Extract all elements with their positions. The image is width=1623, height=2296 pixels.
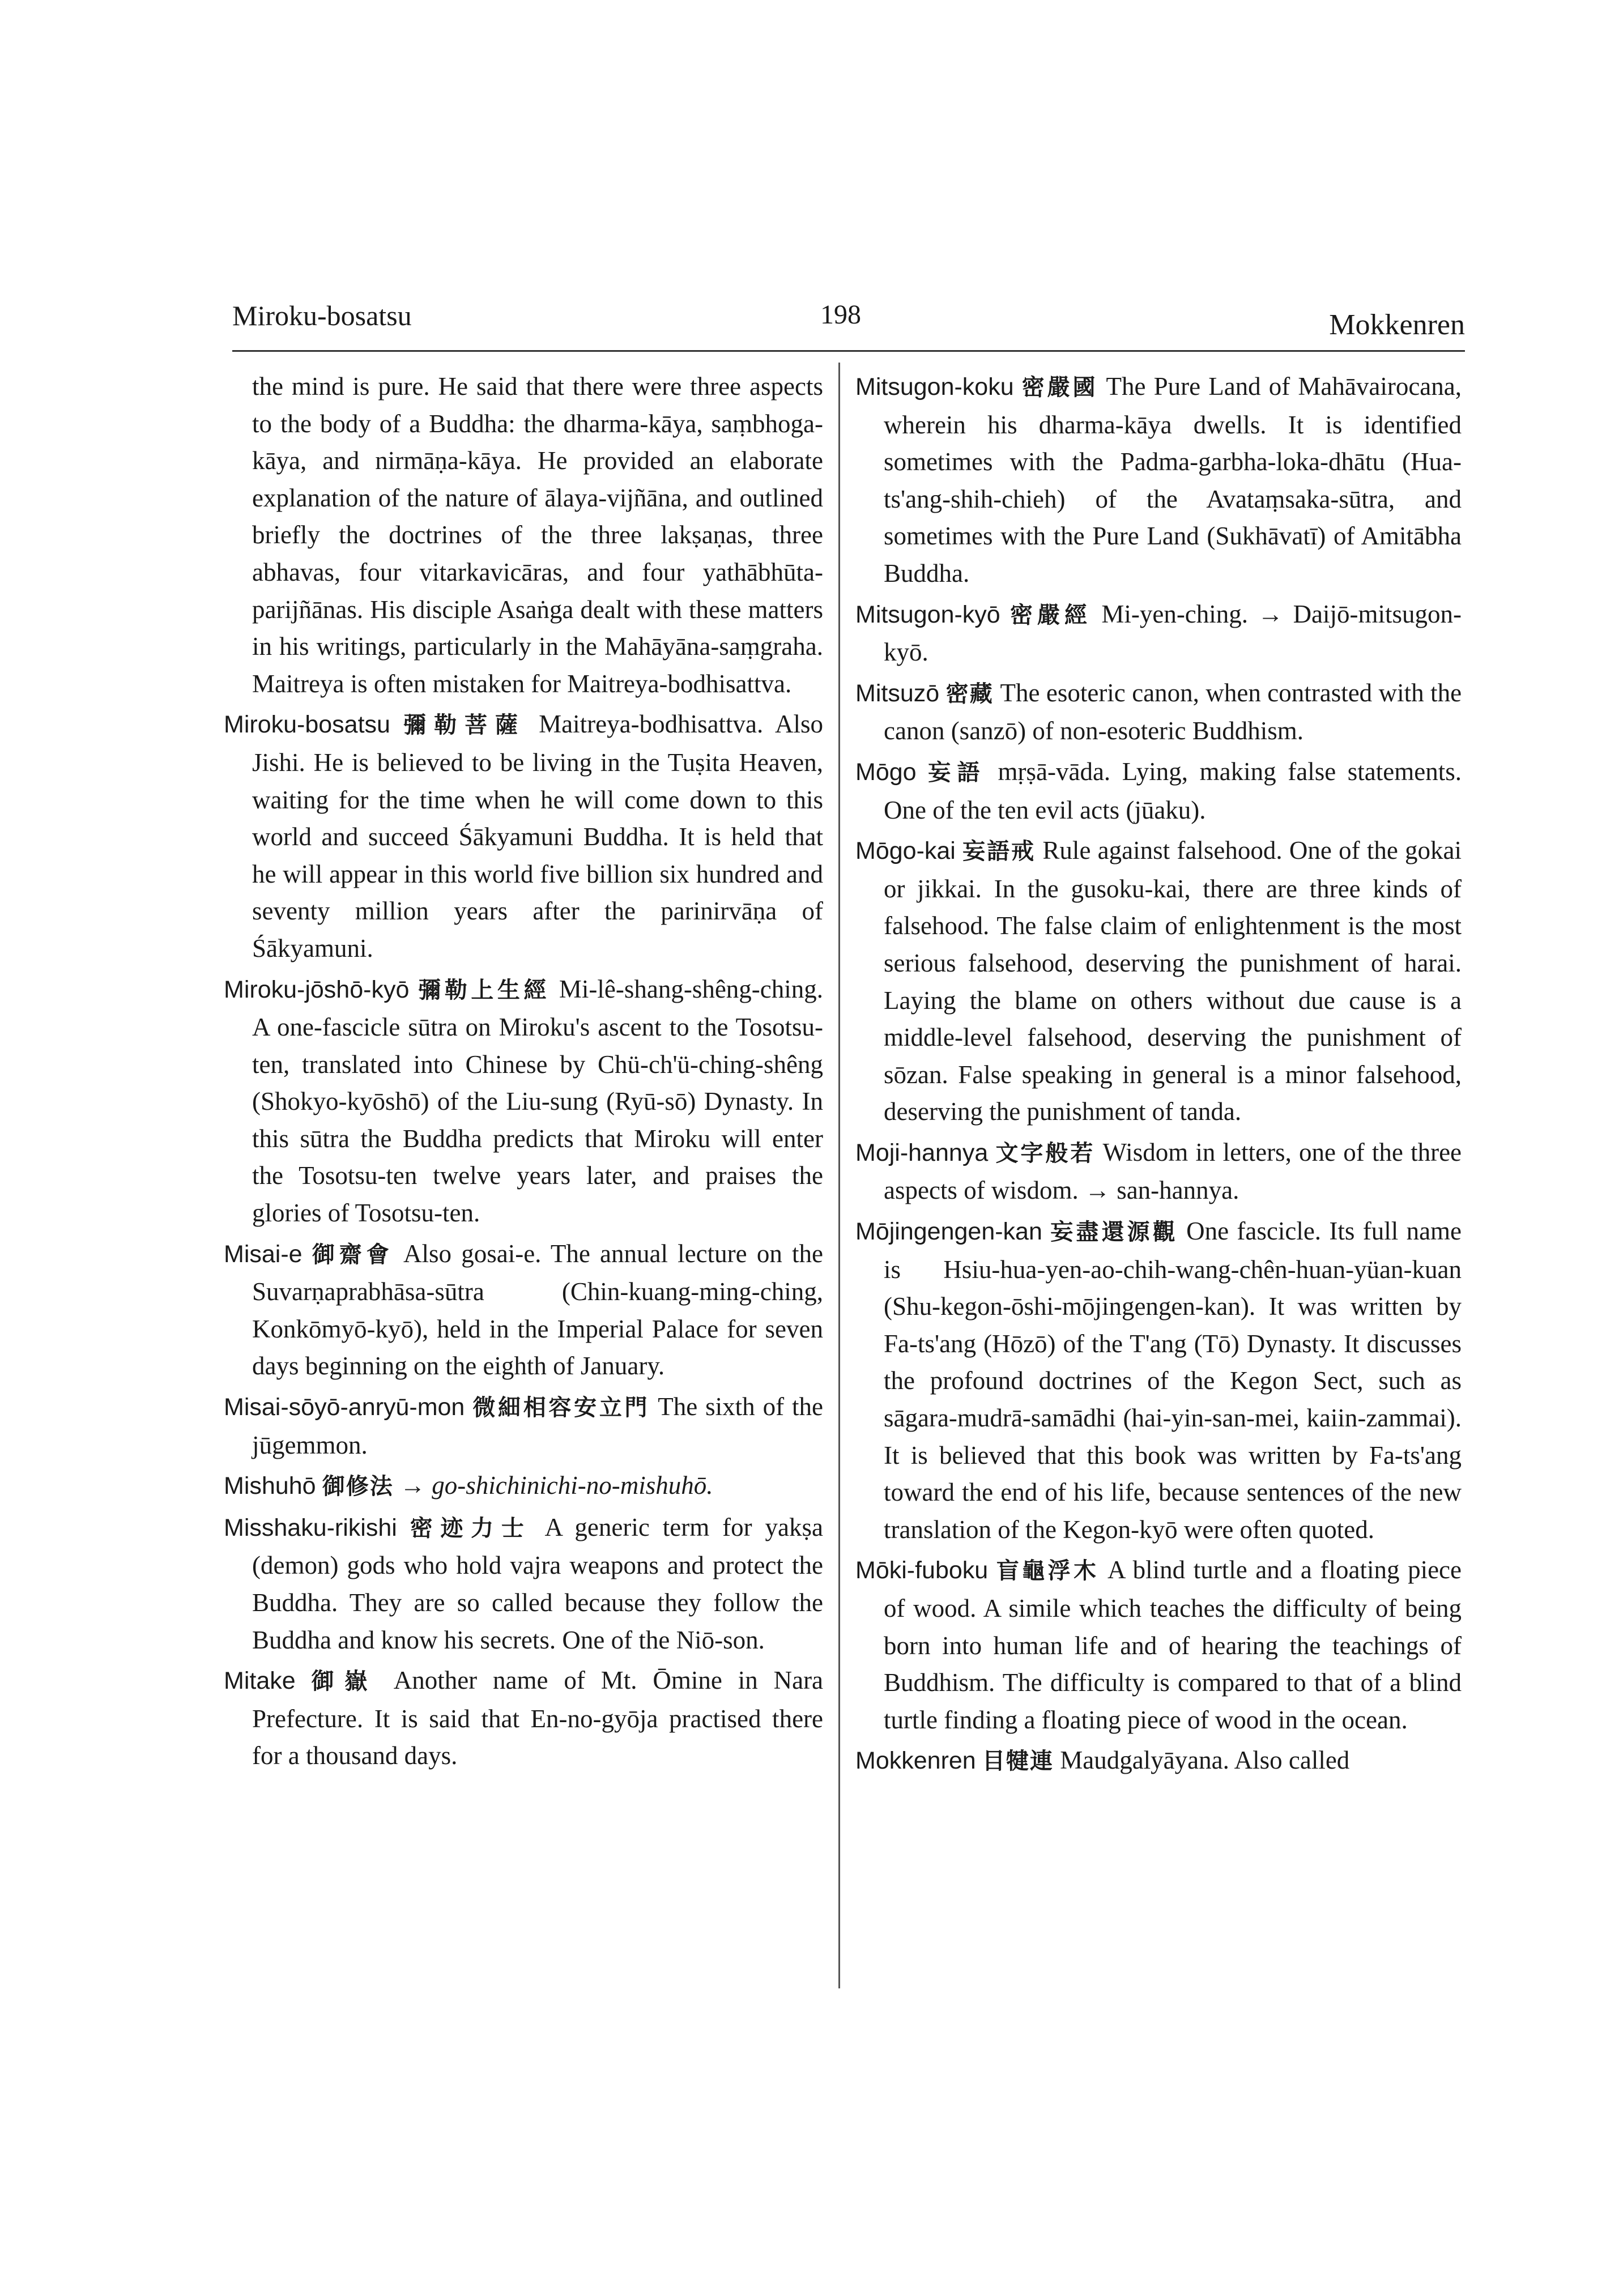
dictionary-entry [224,1662,823,1775]
entry-headword: Mitsugon-koku [855,373,1014,401]
entry-headword: Moji-hannya [855,1139,989,1166]
entry-headword: Mōjingengen-kan [855,1218,1042,1246]
dictionary-entry [224,1388,823,1464]
column-divider [838,363,840,1988]
entry-kanji: 御嶽 [311,1668,378,1695]
entry-headword: Mōgo-kai [855,837,956,865]
entry-headword: Misai-sōyō-anryū-mon [224,1394,465,1421]
entry-headword: Mitsuzō [855,679,940,707]
entry-definition: One fascicle. Its full name is Hsiu-hua-yen-ao-chih-wang-chên-huan-yüan-kuan (Shu-kegon-ōshi-mōjingengen-kan). It was written by Fa-ts'ang (Hōzō) of the T'ang (Tō) Dynasty. It discusses the profound doctrines of the Kegon Sect, such as sāgara-mudrā-samādhi (hai-yin-san-mei, kaiin-zammai). It is believed that this book was written by Fa-ts'ang toward the end of his life, because sentences of the new translation of the Kegon-kyō were often quoted. [884,1217,1462,1544]
entry-headword: Misai-e [224,1240,303,1268]
right-column [855,368,1462,1784]
entry-headword: Mōki-fuboku [855,1557,989,1584]
entry-definition: Mi-yen-ching. → Daijō-mitsugon-kyō. [884,599,1462,667]
entry-headword: Mitsugon-kyō [855,600,1000,628]
entry-kanji: 御齋會 [312,1241,394,1268]
dictionary-entry [855,368,1462,593]
dictionary-entry [224,1467,823,1506]
entry-kanji: 密嚴經 [1010,602,1092,628]
entry-definition: The Pure Land of Mahāvairocana, wherein his dharma-kāya dwells. It is identified sometimes with the Padma-garbha-loka-dhātu (Hua-ts'ang-shih-chieh) of the Avataṃsaka-sūtra, and sometimes with the Pure Land (Sukhāvatī) of Amitābha Buddha. [884,372,1462,587]
page-number: 198 [820,300,861,330]
dictionary-entry [224,706,823,967]
dictionary-entry [855,675,1462,750]
entry-definition: Maitreya-bodhisattva. Also Jishi. He is believed to be living in the Tuṣita Heaven, waiting for the time when he will come down to this world and succeed Śākyamuni Buddha. It is held that he will appear in this world five billion six hundred and seventy million years after the parinirvāṇa of Śākyamuni. [252,710,824,962]
entry-definition: mṛṣā-vāda. Lying, making false statements. One of the ten evil acts (jūaku). [884,757,1462,824]
entry-kanji: 彌勒菩薩 [403,712,526,739]
entry-kanji: 密迹力士 [410,1515,532,1541]
guide-word-right: Mokkenren [1329,309,1465,341]
entry-definition: the mind is pure. He said that there were three aspects to the body of a Buddha: the dharma-kāya, saṃbhoga-kāya, and nirmāṇa-kāya. He provided an elaborate explanation of the nature of ālaya-vijñāna, and outlined briefly the doctrines of the three lakṣaṇas, three abhavas, four vitarkavicāras, and four yathābhūta-parijñānas. His disciple Asaṅga dealt with these matters in his writings, particularly in the Mahāyāna-saṃgraha. Maitreya is often mistaken for Maitreya-bodhisattva. [252,372,823,698]
entry-definition: Maudgalyāyana. Also called [1060,1746,1350,1775]
continued-entry [224,368,823,702]
entry-definition: A blind turtle and a floating piece of wood. A simile which teaches the difficulty of being born into human life and of hearing the teachings of Buddhism. The difficulty is compared to that of a blind turtle finding a floating piece of wood in the ocean. [884,1556,1462,1734]
entry-kanji: 密嚴國 [1021,374,1098,401]
entry-definition: → go-shichinichi-no-mishuhō. [400,1471,713,1500]
entry-headword: Miroku-bosatsu [224,711,390,739]
left-column [224,368,823,1778]
entry-kanji: 文字般若 [995,1140,1096,1166]
entry-definition: Another name of Mt. Ōmine in Nara Prefecture. It is said that En-no-gyōja practised there for a thousand days. [252,1666,824,1770]
entry-kanji: 微細相容安立門 [472,1395,650,1421]
dictionary-entry [855,1742,1462,1780]
entry-kanji: 妄語戒 [962,838,1036,865]
dictionary-entry [855,753,1462,829]
dictionary-entry [224,971,823,1232]
entry-headword: Mokkenren [855,1747,976,1775]
entry-definition: Also gosai-e. The annual lecture on the Suvarṇaprabhāsa-sūtra (Chin-kuang-ming-ching, Konkōmyō-kyō), held in the Imperial Palace for seven days beginning on the eighth of January. [252,1239,824,1381]
dictionary-entry [855,596,1462,671]
running-header [232,299,1465,350]
dictionary-entry [224,1509,823,1659]
entry-kanji: 目犍連 [982,1748,1054,1775]
entry-kanji: 彌勒上生經 [418,977,551,1003]
guide-word-left: Miroku-bosatsu [232,300,412,331]
entry-headword: Miroku-jōshō-kyō [224,976,410,1003]
entry-kanji: 妄語 [928,759,986,786]
header-rule [232,350,1465,352]
dictionary-entry [855,1213,1462,1548]
entry-definition: Rule against falsehood. One of the gokai or jikkai. In the gusoku-kai, there are three kinds of falsehood. The false claim of enlightenment is the most serious falsehood, deserving the punishment of harai. Laying the blame on others without due cause is a middle-level falsehood, deserving the punishment of sōzan. False speaking in general is a minor falsehood, deserving the punishment of tanda. [884,836,1462,1126]
dictionary-entry [224,1236,823,1385]
dictionary-entry [855,1552,1462,1739]
entry-headword: Mitake [224,1667,296,1695]
entry-definition: A generic term for yakṣa (demon) gods who hold vajra weapons and protect the Buddha. They are so called because they follow the Buddha and know his secrets. One of the Niō-son. [252,1513,823,1654]
entry-kanji: 妄盡還源觀 [1050,1219,1178,1246]
entry-definition: Wisdom in letters, one of the three aspects of wisdom. → san-hannya. [884,1138,1462,1205]
entry-headword: Mishuhō [224,1472,316,1500]
dictionary-entry [855,832,1462,1131]
entry-kanji: 密藏 [945,680,994,707]
entry-headword: Mōgo [855,758,917,786]
entry-headword: Misshaku-rikishi [224,1514,397,1541]
entry-definition: Mi-lê-shang-shêng-ching. A one-fascicle sūtra on Miroku's ascent to the Tosotsu-ten, translated into Chinese by Chü-ch'ü-ching-shêng (Shokyo-kyōshō) of the Liu-sung (Ryū-sō) Dynasty. In this sūtra the Buddha predicts that Miroku will enter the Tosotsu-ten twelve years later, and praises the glories of Tosotsu-ten. [252,974,824,1228]
entry-kanji: 盲龜浮木 [996,1558,1100,1584]
dictionary-entry [855,1134,1462,1209]
entry-definition: The esoteric canon, when contrasted with the canon (sanzō) of non-esoteric Buddhism. [884,678,1462,746]
entry-kanji: 御修法 [322,1473,394,1500]
entry-definition: The sixth of the jūgemmon. [252,1392,824,1459]
